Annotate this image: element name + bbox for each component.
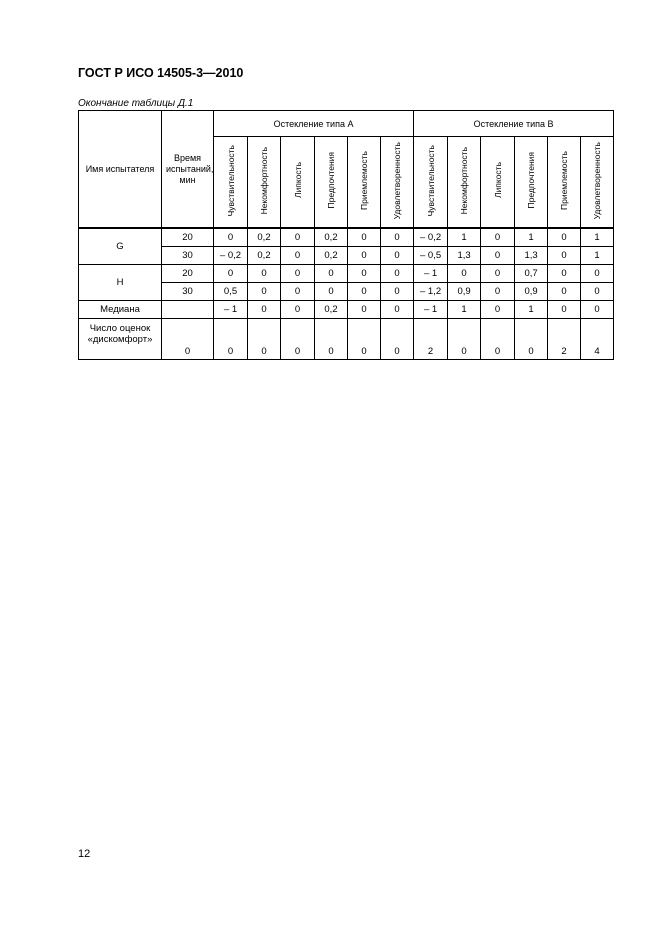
value-cell: 0,2: [248, 228, 281, 247]
value-cell: 0: [281, 301, 315, 319]
value-cell: 2: [414, 319, 448, 360]
criterion-label: Удовлетворенность: [592, 141, 603, 220]
value-cell: 0: [248, 319, 281, 360]
value-cell: 0: [281, 319, 315, 360]
criterion-label: Приемлемость: [359, 151, 369, 210]
header-criterion-a: [214, 137, 248, 229]
value-cell: 0: [581, 301, 614, 319]
value-cell: 0: [348, 265, 381, 283]
criterion-label: Предпочтения: [326, 152, 336, 209]
value-cell: 0: [214, 319, 248, 360]
value-cell: 1,3: [448, 247, 481, 265]
value-cell: 0: [481, 228, 515, 247]
value-cell: 0: [481, 301, 515, 319]
value-cell: 0: [348, 283, 381, 301]
discomfort-row: [79, 319, 614, 360]
value-cell: 0: [381, 301, 414, 319]
value-cell: 0: [348, 319, 381, 360]
value-cell: 0: [381, 283, 414, 301]
header-criterion-a: [248, 137, 281, 229]
value-cell: 0,9: [515, 283, 548, 301]
test-time: 20: [162, 265, 214, 283]
value-cell: 0: [548, 228, 581, 247]
header-criterion-a: [348, 137, 381, 229]
value-cell: 0: [481, 319, 515, 360]
value-cell: 0: [581, 283, 614, 301]
header-test-time: Время испытаний, мин: [162, 111, 214, 229]
value-cell: 0: [448, 265, 481, 283]
value-cell: 0: [548, 301, 581, 319]
header-criterion-a: [281, 137, 315, 229]
header-tester-name: Имя испытателя: [79, 111, 162, 229]
value-cell: 1: [448, 301, 481, 319]
median-label: Медиана: [79, 301, 162, 319]
header-criterion-a: [381, 137, 414, 229]
value-cell: – 0,2: [214, 247, 248, 265]
value-cell: 1: [515, 301, 548, 319]
test-time: 30: [162, 247, 214, 265]
criterion-label: Некомфортность: [459, 146, 470, 215]
value-cell: 0,2: [248, 247, 281, 265]
value-cell: 0,2: [315, 228, 348, 247]
test-time: [162, 301, 214, 319]
value-cell: 0: [348, 228, 381, 247]
criterion-label: Предпочтения: [526, 152, 537, 209]
value-cell: 0: [281, 228, 315, 247]
value-cell: – 1: [414, 265, 448, 283]
value-cell: 0: [481, 247, 515, 265]
header-criterion-b: [448, 137, 481, 229]
discomfort-label: Число оценок «дискомфорт»: [79, 319, 162, 360]
value-cell: 0,2: [315, 301, 348, 319]
value-cell: 0,2: [315, 247, 348, 265]
value-cell: 0: [281, 283, 315, 301]
value-cell: 0,9: [448, 283, 481, 301]
value-cell: 0: [248, 283, 281, 301]
value-cell: 0: [214, 265, 248, 283]
header-criterion-b: [414, 137, 448, 229]
criterion-label: Липкость: [492, 162, 503, 199]
data-table: [78, 110, 614, 360]
document-title: ГОСТ Р ИСО 14505-3—2010: [78, 66, 244, 80]
value-cell: 0: [481, 265, 515, 283]
value-cell: 1: [581, 228, 614, 247]
value-cell: 0: [214, 228, 248, 247]
page-number: 12: [78, 848, 91, 860]
header-criterion-a: [315, 137, 348, 229]
header-criterion-b: [581, 137, 614, 229]
criterion-label: Чувствительность: [225, 144, 236, 217]
value-cell: 0: [381, 247, 414, 265]
value-cell: – 0,5: [414, 247, 448, 265]
header-criterion-b: [515, 137, 548, 229]
value-cell: 0,5: [214, 283, 248, 301]
value-cell: 4: [581, 319, 614, 360]
value-cell: 0: [315, 265, 348, 283]
value-cell: 2: [548, 319, 581, 360]
value-cell: 1: [448, 228, 481, 247]
value-cell: 0: [548, 265, 581, 283]
value-cell: 0: [381, 319, 414, 360]
criterion-label: Липкость: [292, 162, 303, 199]
value-cell: 0: [581, 265, 614, 283]
criterion-label: Приемлемость: [559, 151, 570, 210]
header-glazing-a: Остекление типа A: [214, 111, 414, 137]
value-cell: 0: [548, 283, 581, 301]
value-cell: 0: [381, 265, 414, 283]
test-time: 30: [162, 283, 214, 301]
tester-name: H: [79, 265, 162, 301]
value-cell: 0: [315, 319, 348, 360]
value-cell: – 1: [214, 301, 248, 319]
table-row: [79, 265, 614, 283]
criterion-label: Чувствительность: [425, 144, 436, 217]
value-cell: 0: [348, 247, 381, 265]
criterion-label: Некомфортность: [259, 146, 269, 215]
value-cell: 1: [581, 247, 614, 265]
value-cell: 0: [515, 319, 548, 360]
header-criterion-b: [548, 137, 581, 229]
criterion-label: Удовлетворенность: [392, 141, 403, 220]
test-time: 20: [162, 228, 214, 247]
value-cell: 0: [315, 283, 348, 301]
median-row: [79, 301, 614, 319]
value-cell: – 0,2: [414, 228, 448, 247]
value-cell: 0: [348, 301, 381, 319]
value-cell: 0: [281, 247, 315, 265]
value-cell: 0: [548, 247, 581, 265]
value-cell: – 1,2: [414, 283, 448, 301]
header-criterion-b: [481, 137, 515, 229]
value-cell: 0: [481, 283, 515, 301]
value-cell: 1,3: [515, 247, 548, 265]
value-cell: 1: [515, 228, 548, 247]
value-cell: – 1: [414, 301, 448, 319]
tester-name: G: [79, 228, 162, 265]
value-cell: 0,7: [515, 265, 548, 283]
value-cell: 0: [448, 319, 481, 360]
value-cell: 0: [381, 228, 414, 247]
table-row: [79, 228, 614, 247]
value-cell: 0: [281, 265, 315, 283]
table-caption: Окончание таблицы Д.1: [78, 98, 194, 109]
value-cell: 0: [248, 265, 281, 283]
header-glazing-b: Остекление типа B: [414, 111, 614, 137]
value-cell: 0: [248, 301, 281, 319]
test-time: 0: [162, 319, 214, 360]
